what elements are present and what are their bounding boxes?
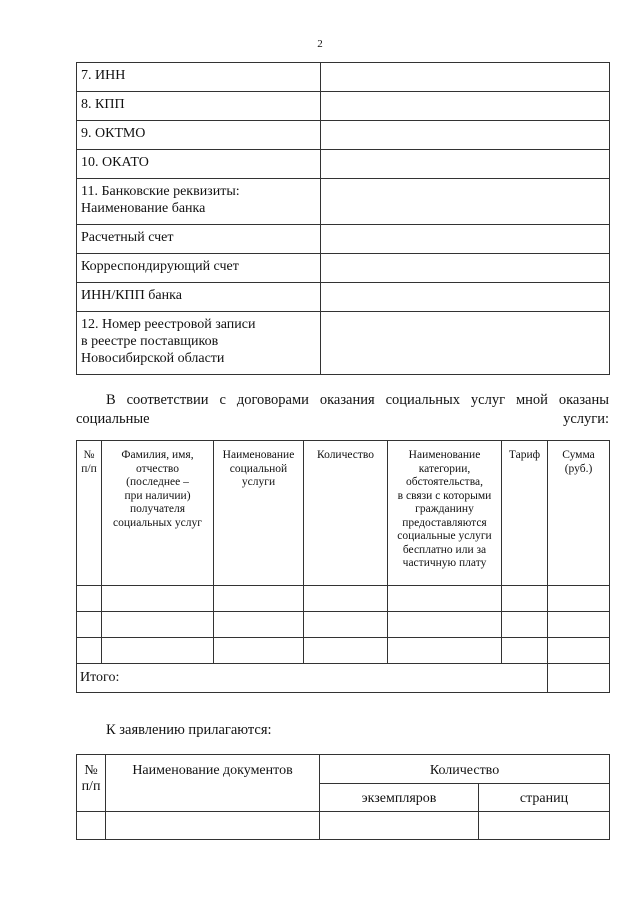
table-cell[interactable] (388, 612, 502, 638)
requisite-value-okato[interactable] (321, 150, 610, 179)
services-total-row (77, 664, 610, 693)
requisite-label-okato: 10. ОКАТО (77, 150, 321, 179)
table-cell[interactable] (388, 638, 502, 664)
services-col-quantity: Количество (304, 441, 388, 586)
table-cell[interactable] (304, 612, 388, 638)
requisite-value-oktmo[interactable] (321, 121, 610, 150)
requisite-value-bank-inn-kpp[interactable] (321, 283, 610, 312)
services-col-sum: Сумма (руб.) (548, 441, 610, 586)
table-row (77, 612, 610, 638)
requisites-table (76, 62, 610, 375)
table-cell[interactable] (304, 586, 388, 612)
requisite-row-kpp (77, 92, 610, 121)
table-cell[interactable] (304, 638, 388, 664)
table-row (77, 586, 610, 612)
page-number: 2 (317, 38, 323, 50)
requisite-row-oktmo (77, 121, 610, 150)
requisite-label-inn: 7. ИНН (77, 63, 321, 92)
table-cell[interactable] (77, 586, 102, 612)
requisite-label-bank-inn-kpp: ИНН/КПП банка (77, 283, 321, 312)
attachments-intro-paragraph: К заявлению прилагаются: (106, 722, 272, 738)
requisite-label-bank-name: 11. Банковские реквизиты: Наименование банка (77, 179, 321, 225)
requisite-label-corr-account: Корреспондирующий счет (77, 254, 321, 283)
services-intro-paragraph: В соответствии с договорами оказания социальных услуг мной оказаны социальные услуги: (76, 392, 609, 427)
requisite-row-inn (77, 63, 610, 92)
requisite-label-oktmo: 9. ОКТМО (77, 121, 321, 150)
table-cell[interactable] (77, 612, 102, 638)
requisite-label-kpp: 8. КПП (77, 92, 321, 121)
table-cell[interactable] (214, 638, 304, 664)
requisite-row-okato (77, 150, 610, 179)
table-cell[interactable] (106, 812, 320, 840)
table-cell[interactable] (214, 612, 304, 638)
table-cell[interactable] (102, 638, 214, 664)
requisite-value-registry[interactable] (321, 312, 610, 375)
requisite-row-bank-inn-kpp (77, 283, 610, 312)
attachments-table (76, 754, 610, 840)
requisite-value-corr-account[interactable] (321, 254, 610, 283)
requisite-value-account[interactable] (321, 225, 610, 254)
services-total-label: Итого: (77, 664, 548, 693)
table-cell[interactable] (502, 586, 548, 612)
attachments-col-number: № п/п (77, 755, 106, 812)
attachments-header-row (77, 755, 610, 784)
table-cell[interactable] (77, 812, 106, 840)
requisite-row-bank-name (77, 179, 610, 225)
table-cell[interactable] (548, 586, 610, 612)
requisite-value-inn[interactable] (321, 63, 610, 92)
services-col-number: № п/п (77, 441, 102, 586)
table-cell[interactable] (102, 586, 214, 612)
requisite-value-kpp[interactable] (321, 92, 610, 121)
services-total-value[interactable] (548, 664, 610, 693)
requisite-label-registry: 12. Номер реестровой записи в реестре поставщиков Новосибирской области (77, 312, 321, 375)
requisite-row-registry (77, 312, 610, 375)
services-table (76, 440, 610, 693)
table-cell[interactable] (102, 612, 214, 638)
services-col-recipient: Фамилия, имя, отчество (последнее – при наличии) получателя социальных услуг (102, 441, 214, 586)
requisite-row-account (77, 225, 610, 254)
requisite-row-corr-account (77, 254, 610, 283)
table-row (77, 812, 610, 840)
table-cell[interactable] (548, 612, 610, 638)
services-col-service-name: Наименование социальной услуги (214, 441, 304, 586)
table-row (77, 638, 610, 664)
requisite-label-account: Расчетный счет (77, 225, 321, 254)
attachments-col-name: Наименование документов (106, 755, 320, 812)
services-header-row (77, 441, 610, 586)
attachments-col-pages: страниц (479, 784, 610, 812)
table-cell[interactable] (502, 638, 548, 664)
services-col-category: Наименование категории, обстоятельства, в связи с которыми гражданину предоставляются социальные услуги бесплатно или за частичную плату (388, 441, 502, 586)
requisite-value-bank-name[interactable] (321, 179, 610, 225)
table-cell[interactable] (548, 638, 610, 664)
table-cell[interactable] (388, 586, 502, 612)
table-cell[interactable] (502, 612, 548, 638)
table-cell[interactable] (479, 812, 610, 840)
table-cell[interactable] (320, 812, 479, 840)
attachments-col-quantity: Количество (320, 755, 610, 784)
table-cell[interactable] (77, 638, 102, 664)
table-cell[interactable] (214, 586, 304, 612)
services-col-tariff: Тариф (502, 441, 548, 586)
attachments-col-copies: экземпляров (320, 784, 479, 812)
